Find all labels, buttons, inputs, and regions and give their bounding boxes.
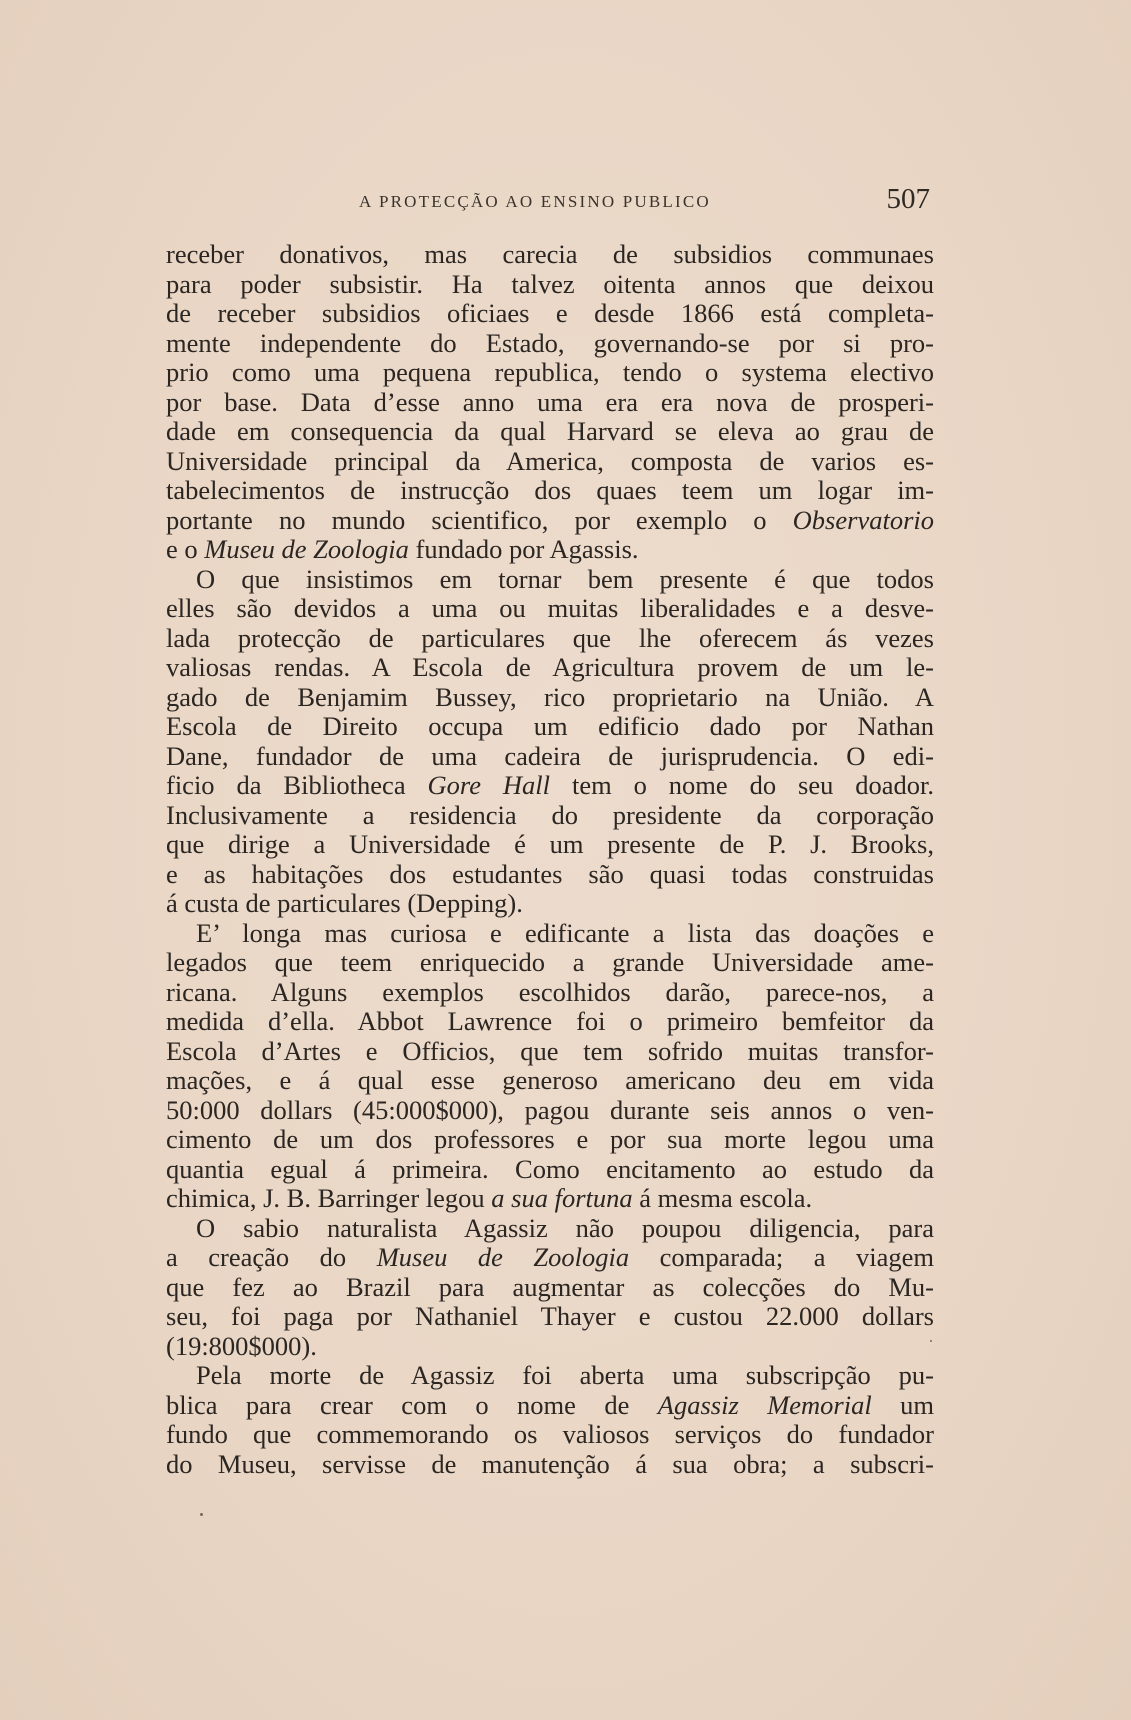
text-line: portante no mundo scientifico, por exemplo o Observatorio [166, 504, 934, 535]
text-line: O sabio naturalista Agassiz não poupou diligencia, para [196, 1212, 934, 1243]
text-line: seu, foi paga por Nathaniel Thayer e custou 22.000 dollars [166, 1301, 934, 1331]
paragraph [166, 1361, 934, 1479]
text-line: dade em consequencia da qual Harvard se eleva ao grau de [166, 416, 934, 446]
text-line: e o Museu de Zoologia fundado por Agassis. [166, 534, 639, 564]
text-line: medida d’ella. Abbot Lawrence foi o primeiro bemfeitor da [166, 1006, 934, 1036]
text-line: ficio da Bibliotheca Gore Hall tem o nome do seu doador. [166, 770, 934, 800]
text-line: cimento de um dos professores e por sua morte legou uma [166, 1124, 934, 1154]
text-line: mações, e á qual esse generoso americano deu em vida [166, 1065, 934, 1095]
text-line: Dane, fundador de uma cadeira de jurisprudencia. O edi- [166, 740, 934, 771]
text-line: que dirige a Universidade é um presente de P. J. Brooks, [166, 829, 934, 859]
text-line: Escola d’Artes e Officios, que tem sofrido muitas transfor- [166, 1035, 934, 1066]
text-line: valiosas rendas. A Escola de Agricultura provem de um le- [166, 652, 934, 682]
text-line: Escola de Direito occupa um edificio dado por Nathan [166, 711, 934, 741]
body-text [166, 240, 934, 1479]
paragraph [166, 919, 934, 1214]
text-line: legados que teem enriquecido a grande Universidade ame- [166, 947, 934, 977]
text-line: Pela morte de Agassiz foi aberta uma subscripção pu- [196, 1360, 934, 1390]
paper-speck [930, 1340, 932, 1342]
text-line: a creação do Museu de Zoologia comparada; a viagem [166, 1242, 934, 1272]
text-line: e as habitações dos estudantes são quasi todas construidas [166, 858, 934, 889]
page-number: 507 [886, 183, 930, 215]
text-line: por base. Data d’esse anno uma era era nova de prosperi- [166, 386, 934, 417]
running-head [166, 183, 930, 219]
text-line: de receber subsidios oficiaes e desde 1866 está completa- [166, 298, 934, 328]
text-line: que fez ao Brazil para augmentar as colecções do Mu- [166, 1271, 934, 1302]
text-line: chimica, J. B. Barringer legou a sua fortuna á mesma escola. [166, 1183, 813, 1213]
paragraph [166, 565, 934, 919]
text-line: quantia egual á primeira. Como encitamento ao estudo da [166, 1153, 934, 1184]
text-line: gado de Benjamim Bussey, rico proprietario na União. A [166, 681, 934, 712]
paragraph [166, 1214, 934, 1362]
text-line: ricana. Alguns exemplos escolhidos darão, parece-nos, a [166, 976, 934, 1007]
text-line: prio como uma pequena republica, tendo o systema electivo [166, 357, 934, 387]
text-line: fundo que commemorando os valiosos serviços do fundador [166, 1419, 934, 1449]
text-line: E’ longa mas curiosa e edificante a lista das doações e [196, 917, 934, 948]
text-line: lada protecção de particulares que lhe oferecem ás vezes [166, 622, 934, 653]
running-title: A PROTECÇÃO AO ENSINO PUBLICO [359, 192, 711, 211]
text-line: receber donativos, mas carecia de subsidios communaes [166, 239, 934, 269]
paper-speck [200, 1513, 203, 1516]
paragraph [166, 240, 934, 565]
text-line: á custa de particulares (Depping). [166, 888, 523, 918]
text-line: tabelecimentos de instrucção dos quaes teem um logar im- [166, 475, 934, 505]
text-line: elles são devidos a uma ou muitas liberalidades e a desve- [166, 593, 934, 623]
text-line: Inclusivamente a residencia do presidente da corporação [166, 799, 934, 830]
text-line: do Museu, servisse de manutenção á sua obra; a subscri- [166, 1448, 934, 1479]
text-line: blica para crear com o nome de Agassiz Memorial um [166, 1389, 935, 1420]
text-line: Universidade principal da America, composta de varios es- [166, 445, 934, 476]
text-line: (19:800$000). [166, 1330, 317, 1361]
text-line: mente independente do Estado, governando-se por si pro- [166, 327, 934, 358]
text-line: O que insistimos em tornar bem presente é que todos [196, 563, 934, 594]
text-line: para poder subsistir. Ha talvez oitenta annos que deixou [166, 268, 934, 299]
text-line: 50:000 dollars (45:000$000), pagou durante seis annos o ven- [166, 1094, 934, 1125]
